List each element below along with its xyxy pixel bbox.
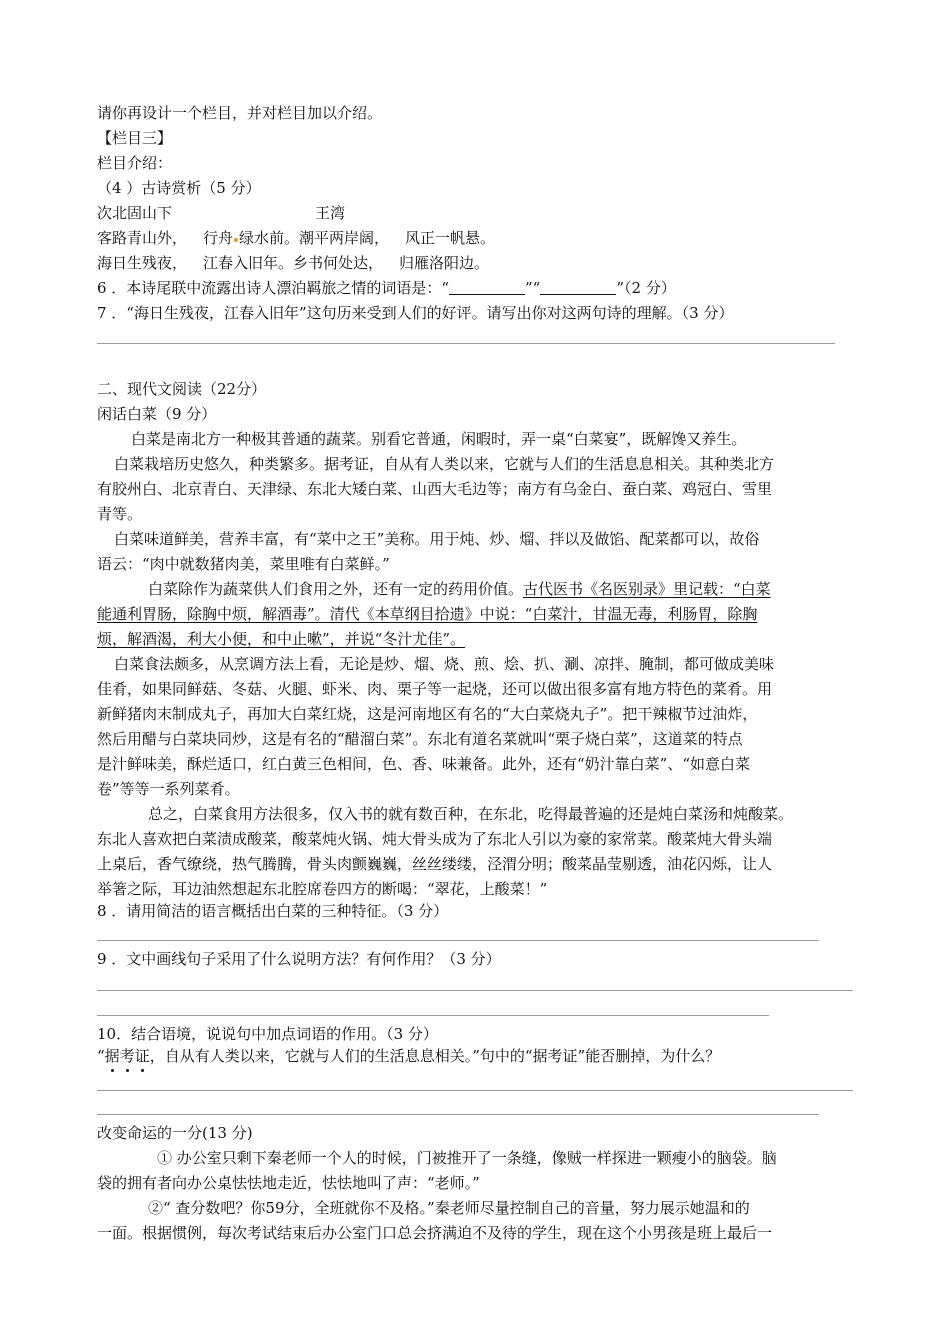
paragraph-5-line-4: 然后用醋与白菜块同炒，这是有名的“醋溜白菜”。东北有道名菜就叫“栗子烧白菜”，这道菜的特点 xyxy=(97,730,743,748)
story-paragraph-2-line-1: ②“ 查分数吧？你59分，全班就你不及格。”秦老师尽量控制自己的音量，努力展示她温和的 xyxy=(148,1199,750,1217)
paragraph-4-line-1: 白菜除作为蔬菜供人们食用之外，还有一定的药用价值。古代医书《名医别录》里记载：“白菜 xyxy=(148,580,771,598)
paragraph-2-line-1: 白菜栽培历史悠久，种类繁多。据考证，自从有人类以来，它就与人们的生活息息相关。其种类北方 xyxy=(114,455,775,473)
dotted-char-3: 证 xyxy=(134,1047,150,1065)
poem-title-line xyxy=(97,201,345,225)
paragraph-5-line-5: 是汁鲜味美，酥烂适口，红白黄三色相间，色、香、味兼备。此外，还有“奶汁靠白菜”、“如意白菜 xyxy=(97,755,751,773)
column-three-label: 【栏目三】 xyxy=(97,129,173,147)
section-two-title: 二、现代文阅读（22分） xyxy=(97,380,267,398)
answer-line-q10-2[interactable] xyxy=(97,1114,819,1115)
paragraph-3-line-2: 语云：“肉中就数猪肉美，菜里唯有白菜鲜。” xyxy=(97,555,390,573)
q9: 9 ．文中画线句子采用了什么说明方法？有何作用？（3 分） xyxy=(97,950,501,968)
q8: 8 ．请用简洁的语言概括出白菜的三种特征。（3 分） xyxy=(97,902,449,920)
answer-blank-2[interactable] xyxy=(540,278,616,295)
story-paragraph-1-line-2: 袋的拥有者向办公桌怯怯地走近，怯怯地叫了声：“老师。” xyxy=(97,1174,480,1192)
paragraph-5-line-6: 卷”等等一系列菜肴。 xyxy=(97,780,240,798)
dotted-char-1: 据 xyxy=(104,1047,120,1065)
paragraph-5-line-3: 新鲜猪肉末制成丸子，再加大白菜红烧，这是河南地区有名的“大白菜烧丸子”。把干辣椒节过油炸， xyxy=(97,705,758,723)
paragraph-5-line-2: 佳肴，如果同鲜菇、冬菇、火腿、虾米、肉、栗子等一起烧，还可以做出很多富有地方特色的菜肴。用 xyxy=(97,680,773,698)
paragraph-6-line-1: 总之，白菜食用方法很多，仅入书的就有数百种，在东北，吃得最普遍的还是炖白菜汤和炖酸菜。 xyxy=(148,805,794,823)
paragraph-5-line-1: 白菜食法颇多，从烹调方法上看，无论是炒、熘、烧、煎、烩、扒、涮、凉拌、腌制，都可做成美味 xyxy=(114,655,775,673)
answer-line-q7[interactable] xyxy=(97,343,835,344)
paragraph-6-line-4: 举箸之际，耳边油然想起东北腔席卷四方的断喝：“翠花，上酸菜！” xyxy=(97,880,548,898)
poem-author: 王湾 xyxy=(315,204,346,222)
answer-line-q9-1[interactable] xyxy=(97,990,853,991)
paragraph-4-line-2: 能通利胃肠，除胸中烦，解酒毒”。清代《本草纲目拾遗》中说：“白菜汁，甘温无毒，利肠胃，除胸 xyxy=(97,605,758,623)
column-intro-label: 栏目介绍： xyxy=(97,154,173,172)
paragraph-3-line-1: 白菜味道鲜美，营养丰富，有“菜中之王”美称。用于炖、炒、熘、拌以及做馅、配菜都可以，故俗 xyxy=(114,530,760,548)
paragraph-2-line-2: 有胶州白、北京青白、天津绿、东北大矮白菜、山西大毛边等；南方有乌金白、蚕白菜、鸡冠白、雪里 xyxy=(97,480,773,498)
q7: 7 ．“海日生残夜，江春入旧年”这句历来受到人们的好评。请写出你对这两句诗的理解。（3 分） xyxy=(97,304,734,322)
answer-line-q9-2[interactable] xyxy=(97,1015,769,1016)
poem-title: 次北固山下 xyxy=(97,204,173,222)
underlined-sentence: 古代医书《名医别录》里记载：“白菜 xyxy=(523,580,771,598)
answer-blank-1[interactable] xyxy=(449,278,525,295)
answer-line-q10-1[interactable] xyxy=(97,1090,853,1091)
paragraph-2-line-3: 青等。 xyxy=(97,505,143,523)
q10: 10．结合语境，说说句中加点词语的作用。（3 分） xyxy=(97,1025,438,1043)
story-paragraph-1-line-1: ① 办公室只剩下秦老师一个人的时候，门被推开了一条缝，像贼一样探进一颗瘦小的脑袋。脑 xyxy=(157,1149,777,1167)
paragraph-4-line-3: 烦，解酒渴，利大小便，和中止嗽”，并说“冬汁尤佳”。 xyxy=(97,630,466,648)
q6: 6 ．本诗尾联中流露出诗人漂泊羁旅之情的词语是：“ ”“ ”（2 分） xyxy=(97,279,676,297)
q10-quote: “据考证，自从有人类以来，它就与人们的生活息息相关。”句中的“据考证”能否删掉，为什么？ xyxy=(97,1047,721,1065)
q4-heading: （4 ）古诗赏析（5 分） xyxy=(97,179,261,197)
highlight-mark xyxy=(234,238,238,242)
article-one-title: 闲话白菜（9 分） xyxy=(97,405,217,423)
paragraph-6-line-3: 上桌后，香气缭绕，热气腾腾，骨头肉颤巍巍，丝丝缕缕，泾渭分明；酸菜晶莹剔透，油花闪烁，让人 xyxy=(97,855,773,873)
paragraph-1: 白菜是南北方一种极其普通的蔬菜。别看它普通，闲暇时，弄一桌“白菜宴”，既解馋又养生。 xyxy=(131,430,747,448)
dotted-char-2: 考 xyxy=(119,1047,135,1065)
article-two-title: 改变命运的一分(13 分) xyxy=(97,1124,253,1142)
poem-line-2: 海日生残夜， 江春入旧年。乡书何处达， 归雁洛阳边。 xyxy=(97,254,490,272)
answer-line-q8[interactable] xyxy=(97,940,819,941)
poem-line-1: 客路青山外， 行舟 绿水前。潮平两岸阔， 风正一帆悬。 xyxy=(97,229,496,247)
paragraph-6-line-2: 东北人喜欢把白菜渍成酸菜，酸菜炖火锅、炖大骨头成为了东北人引以为豪的家常菜。酸菜炖大骨头端 xyxy=(97,830,773,848)
design-prompt: 请你再设计一个栏目，并对栏目加以介绍。 xyxy=(97,104,383,122)
story-paragraph-2-line-2: 一面。根据惯例，每次考试结束后办公室门口总会挤满迫不及待的学生，现在这个小男孩是班上最后一 xyxy=(97,1224,773,1242)
